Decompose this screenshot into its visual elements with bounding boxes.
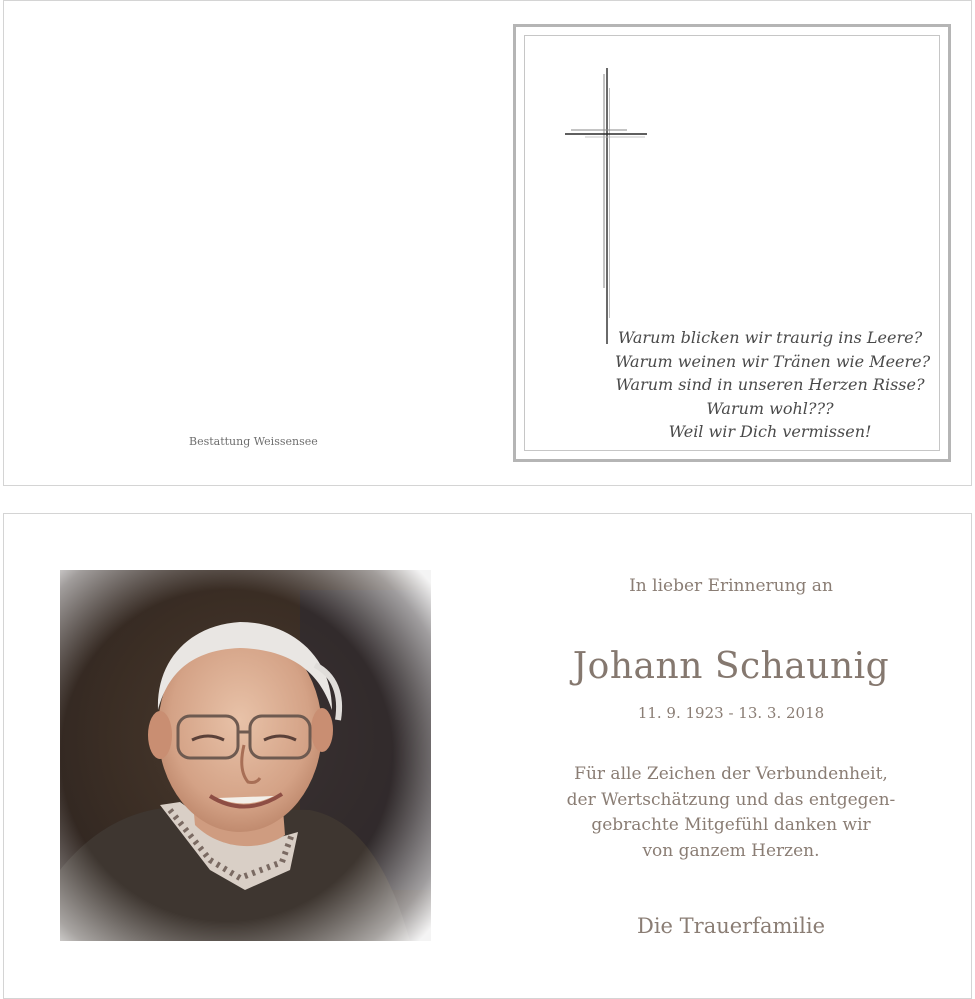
thanks-text	[549, 762, 913, 864]
life-dates: 11. 9. 1923 - 13. 3. 2018	[637, 704, 825, 722]
deceased-name: Johann Schaunig	[572, 646, 890, 687]
portrait-photo	[60, 570, 431, 941]
poem-line: Warum weinen wir Tränen wie Meere?	[615, 351, 931, 371]
thanks-line: der Wertschätzung und das entgegen-	[566, 789, 896, 810]
thanks-line: gebrachte Mitgefühl danken wir	[591, 815, 871, 835]
poem-line: Warum blicken wir traurig ins Leere?	[617, 328, 923, 347]
thanks-line: Für alle Zeichen der Verbundenheit,	[574, 764, 888, 784]
card-inner-page	[3, 513, 972, 999]
undertaker-name: Bestattung Weissensee	[189, 435, 318, 448]
thanks-line: von ganzem Herzen.	[642, 840, 820, 861]
poem-line: Warum wohl???	[706, 398, 834, 418]
poem-frame	[513, 24, 951, 462]
card-back-page	[3, 0, 972, 486]
poem-line: Warum sind in unseren Herzen Risse?	[615, 375, 925, 394]
poem-line: Weil wir Dich vermissen!	[668, 422, 872, 441]
cross-icon	[565, 68, 655, 348]
intro-text: In lieber Erinnerung an	[629, 576, 833, 596]
poem	[615, 326, 931, 444]
signature: Die Trauerfamilie	[637, 914, 825, 938]
poem-frame-inner	[524, 35, 940, 451]
